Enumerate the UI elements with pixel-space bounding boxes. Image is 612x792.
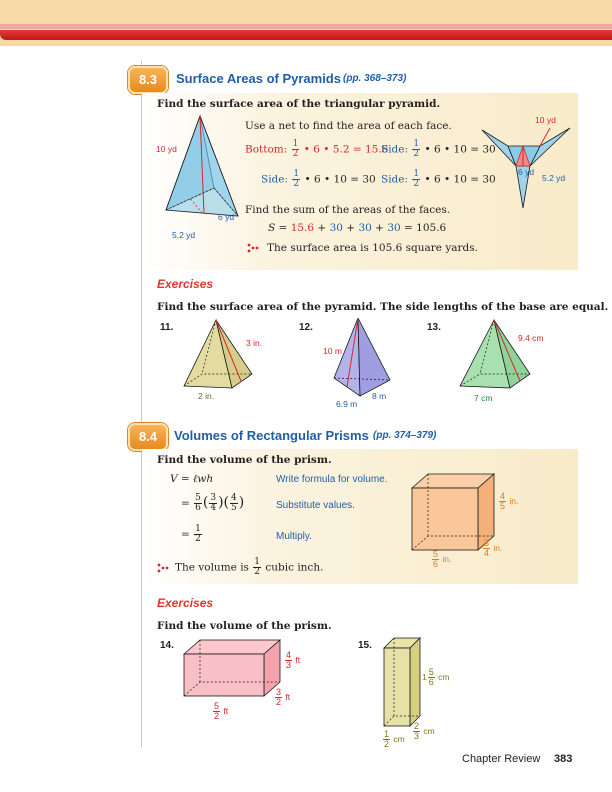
pyramid-net-figure xyxy=(478,116,574,212)
ex11-base-label: 2 in. xyxy=(198,391,215,401)
step-note-3: Multiply. xyxy=(276,531,312,542)
ex11-slant-label: 3 in. xyxy=(246,338,263,348)
ex14-height-label: $\frac{4}{3}$ ft xyxy=(286,650,301,670)
conclusion-8-4: The volume is $\frac{1}{2}$ cubic inch. xyxy=(175,557,324,577)
example-prompt-8-3: Find the surface area of the triangular pyramid. xyxy=(157,98,441,110)
pyramid-base-label: 6 yd xyxy=(218,212,235,222)
exercise-number: 11. xyxy=(160,322,174,333)
example-height-label: $\frac{4}{5}$ in. xyxy=(500,491,519,511)
volume-formula: V = ℓwh xyxy=(170,473,214,485)
ex12-side-label: 8 m xyxy=(372,391,387,401)
substitution-step: = $\frac{5}{6}$ ( $\frac{3}{4}$ )( $\frac{4}{5}$ ) xyxy=(181,493,245,513)
section-badge-8-4: 8.4 xyxy=(128,423,168,451)
step-note-2: Substitute values. xyxy=(276,500,355,511)
fraction-half: $\frac{1}{2}$ xyxy=(292,139,299,159)
fraction-half: $\frac{1}{2}$ xyxy=(413,169,420,189)
ex15-width-label: $\frac{2}{3}$ cm xyxy=(414,721,435,741)
square-pyramid-11-figure xyxy=(180,318,263,392)
example-prompt-8-4: Find the volume of the prism. xyxy=(157,454,332,466)
rectangular-prism-15-figure xyxy=(380,636,422,730)
ex12-slant-label: 10 m xyxy=(323,346,342,356)
sum-intro: Find the sum of the areas of the faces. xyxy=(245,204,451,216)
exercise-number: 14. xyxy=(160,640,174,651)
exercise-number: 15. xyxy=(358,640,372,651)
triangular-pyramid-figure xyxy=(160,112,250,232)
page-header-band xyxy=(0,0,612,46)
ex14-length-label: $\frac{5}{2}$ ft xyxy=(214,701,229,721)
net-slant-label: 10 yd xyxy=(535,115,556,125)
exercises-prompt-2: Find the volume of the prism. xyxy=(157,620,332,632)
net-intro: Use a net to find the area of each face. xyxy=(245,120,452,132)
footer-chapter-label: Chapter Review xyxy=(462,753,541,765)
ex14-width-label: $\frac{3}{2}$ ft xyxy=(276,687,291,707)
fraction-half: $\frac{1}{2}$ xyxy=(413,139,420,159)
section-pages-8-3[interactable]: (pp. 368–373) xyxy=(343,73,407,84)
example-length-label: $\frac{5}{6}$ in. xyxy=(433,549,452,569)
square-pyramid-13-figure xyxy=(456,318,536,392)
section-pages-8-4[interactable]: (pp. 374–379) xyxy=(373,430,437,441)
pyramid-height-label: 5.2 yd xyxy=(172,230,196,240)
side-area-eq-2: Side: $\frac{1}{2}$ • 6 • 10 = 30 xyxy=(261,169,376,189)
sum-equation: S = 15.6 + 30 + 30 + 30 = 105.6 xyxy=(268,222,447,234)
section-title-8-3: Surface Areas of Pyramids xyxy=(176,71,341,86)
bottom-area-eq: Bottom: $\frac{1}{2}$ • 6 • 5.2 = 15.6 xyxy=(245,139,389,159)
side-area-eq-1: Side: $\frac{1}{2}$ • 6 • 10 = 30 xyxy=(381,139,496,159)
example-width-label: $\frac{3}{4}$ in. xyxy=(484,538,503,558)
fraction-half: $\frac{1}{2}$ xyxy=(293,169,300,189)
ex13-slant-label: 9.4 cm xyxy=(518,333,544,343)
pyramid-slant-label: 10 yd xyxy=(156,144,177,154)
exercises-heading-2: Exercises xyxy=(157,596,214,610)
exercise-number: 12. xyxy=(299,322,313,333)
result-step: = $\frac{1}{2}$ xyxy=(181,524,201,544)
conclusion-arrow-icon xyxy=(247,243,259,253)
net-base-label: 6 yd xyxy=(518,167,535,177)
exercises-heading-1: Exercises xyxy=(157,277,214,291)
ex12-height-label: 6.9 m xyxy=(336,399,358,409)
conclusion-8-3: The surface area is 105.6 square yards. xyxy=(267,242,478,254)
ex15-height-label: 1 $\frac{5}{6}$ cm xyxy=(422,667,450,687)
triangular-pyramid-12-figure xyxy=(330,316,396,398)
ex15-length-label: $\frac{1}{2}$ cm xyxy=(384,729,405,749)
net-height-label: 5.2 yd xyxy=(542,173,566,183)
footer-page-number: 383 xyxy=(554,753,573,765)
section-title-8-4: Volumes of Rectangular Prisms xyxy=(174,428,369,443)
exercise-number: 13. xyxy=(427,322,441,333)
ex13-base-label: 7 cm xyxy=(474,393,493,403)
step-note-1: Write formula for volume. xyxy=(276,474,388,485)
section-badge-8-3: 8.3 xyxy=(128,66,168,94)
rectangular-prism-14-figure xyxy=(180,636,282,700)
side-area-eq-3: Side: $\frac{1}{2}$ • 6 • 10 = 30 xyxy=(381,169,496,189)
exercises-prompt-1: Find the surface area of the pyramid. The side lengths of the base are equal. xyxy=(157,301,609,313)
conclusion-arrow-icon xyxy=(157,563,169,573)
